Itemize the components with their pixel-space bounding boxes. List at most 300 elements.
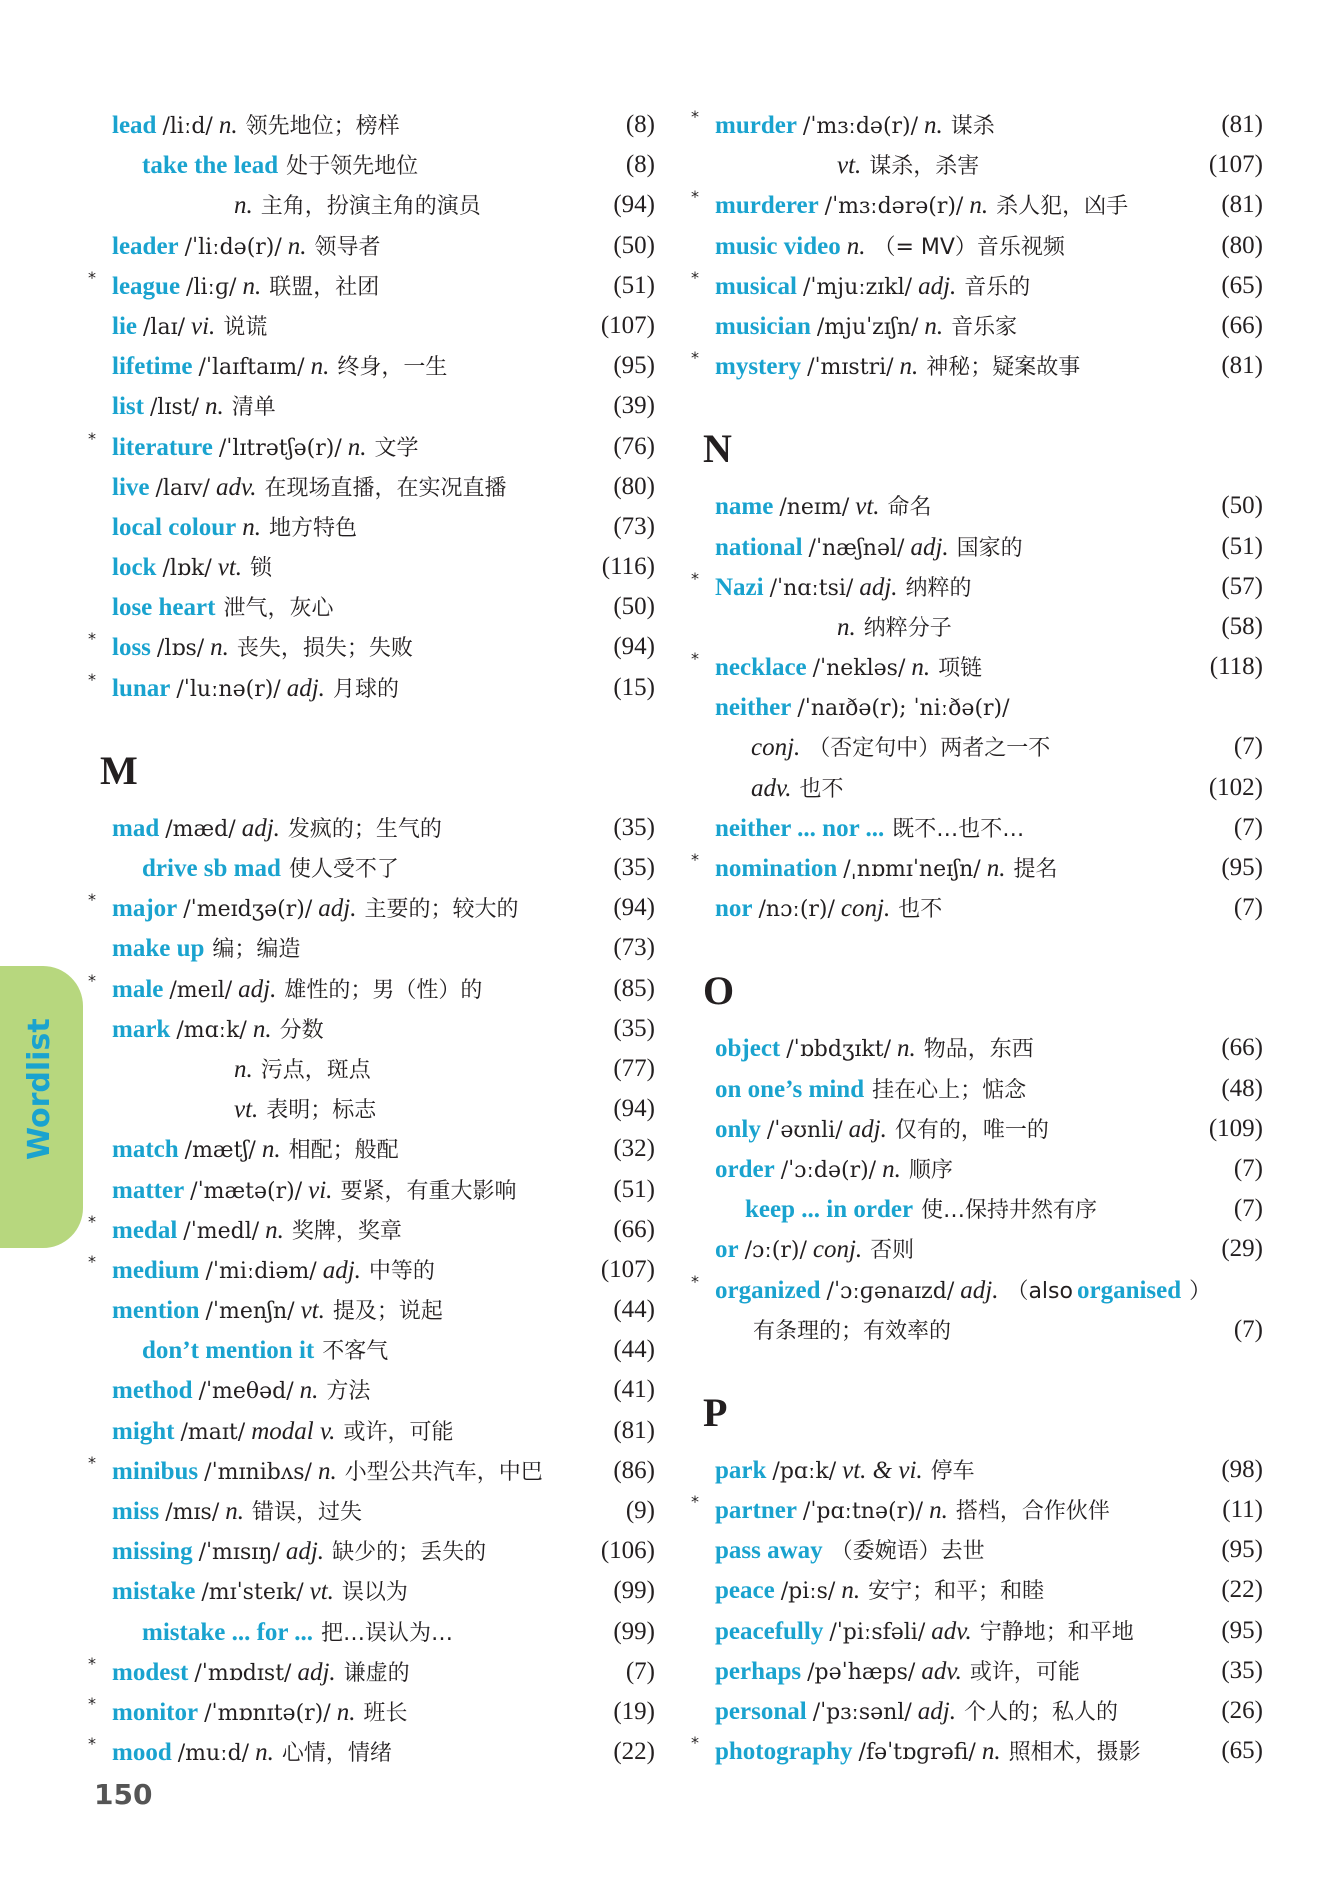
part-of-speech: n. xyxy=(225,1498,244,1525)
part-of-speech: adj. xyxy=(318,895,357,923)
section-gap xyxy=(703,1350,1263,1372)
definition: 误以为 xyxy=(341,1580,408,1606)
page-reference: (8) xyxy=(625,151,655,179)
pronunciation: /ˈmɪstri/ xyxy=(807,355,894,381)
part-of-speech: adj. xyxy=(322,1256,361,1284)
pronunciation: /neɪm/ xyxy=(779,495,850,521)
entry-text xyxy=(703,888,942,930)
frequency-star: * xyxy=(88,267,96,287)
page-reference: (50) xyxy=(613,231,655,259)
page-reference: (7) xyxy=(1233,733,1263,761)
page-reference: (80) xyxy=(613,472,655,500)
part-of-speech: adj. xyxy=(960,1276,999,1304)
wordlist-entry xyxy=(703,1691,1263,1731)
definition: 纳粹分子 xyxy=(863,615,952,641)
part-of-speech: n. xyxy=(252,1015,272,1043)
headword: order xyxy=(715,1155,775,1183)
wordlist-subentry xyxy=(703,1310,1263,1350)
pronunciation: /mæd/ xyxy=(165,816,236,842)
pronunciation: /liːd/ xyxy=(162,114,213,139)
entry-text xyxy=(100,226,381,268)
entry-text xyxy=(100,627,413,669)
headword: lose heart xyxy=(112,594,216,622)
page-reference: (106) xyxy=(600,1537,655,1565)
section-gap xyxy=(703,928,1263,950)
wordlist-entry xyxy=(100,1009,655,1049)
headword: national xyxy=(715,533,803,561)
wordlist-entry xyxy=(703,1570,1263,1610)
entry-text xyxy=(703,1149,953,1191)
part-of-speech: n. xyxy=(310,353,330,381)
page-reference: (81) xyxy=(1221,352,1263,380)
wordlist-subentry xyxy=(703,768,1263,808)
wordlist-column-right xyxy=(691,105,1263,1771)
page-reference: (7) xyxy=(1233,1195,1263,1223)
pronunciation: /ˌnɒmɪˈneɪʃn/ xyxy=(843,857,981,882)
definition: 或许，可能 xyxy=(343,1419,454,1445)
page-reference: (76) xyxy=(613,432,655,460)
headword: missing xyxy=(112,1538,193,1566)
part-of-speech: vi. xyxy=(308,1176,333,1204)
pronunciation: /maɪt/ xyxy=(180,1419,246,1445)
page-reference: (7) xyxy=(1233,1315,1263,1343)
frequency-star: * xyxy=(691,107,699,126)
pronunciation: /mætʃ/ xyxy=(184,1138,256,1164)
part-of-speech: n. xyxy=(218,112,238,139)
page-reference: (107) xyxy=(600,1255,655,1283)
headword: neither xyxy=(715,694,792,722)
entry-text xyxy=(100,969,482,1011)
headword: live xyxy=(112,473,150,501)
page-reference: (65) xyxy=(1221,1737,1263,1765)
entry-text xyxy=(703,1570,1044,1612)
headword: miss xyxy=(112,1498,160,1525)
page-reference: (8) xyxy=(625,111,655,138)
definition: 谦虚的 xyxy=(343,1660,410,1686)
entry-text xyxy=(703,848,1057,890)
entry-text xyxy=(100,1491,362,1533)
pronunciation: /ˈmedl/ xyxy=(183,1218,260,1244)
page-reference: (116) xyxy=(601,553,655,581)
pronunciation: /ˈmenʃn/ xyxy=(205,1299,295,1325)
wordlist-entry xyxy=(703,888,1263,928)
headword: make up xyxy=(112,935,205,963)
entry-text xyxy=(100,888,518,930)
wordlist-entry xyxy=(100,1129,655,1169)
page-reference: (19) xyxy=(613,1697,655,1725)
part-of-speech: conj. xyxy=(840,895,891,923)
definition: 仅有的，唯一的 xyxy=(894,1117,1049,1143)
entry-text xyxy=(100,1612,453,1654)
entry-text xyxy=(703,768,844,810)
page-reference: (77) xyxy=(613,1054,655,1082)
part-of-speech: n. xyxy=(882,1155,901,1183)
headword: local colour xyxy=(112,513,237,541)
headword: matter xyxy=(112,1176,185,1204)
headword: mystery xyxy=(715,353,802,381)
wordlist-entry xyxy=(691,848,1263,888)
pronunciation: /meɪl/ xyxy=(169,977,233,1003)
wordlist-subentry xyxy=(100,1330,655,1370)
headword: lock xyxy=(112,554,157,582)
wordlist-subentry xyxy=(100,1612,655,1652)
part-of-speech: n. xyxy=(837,613,856,641)
entry-text xyxy=(703,527,1023,569)
page-reference: (66) xyxy=(613,1215,655,1243)
page-reference: (95) xyxy=(1221,854,1263,881)
page-reference: (107) xyxy=(1208,151,1263,179)
part-of-speech: adj. xyxy=(918,272,957,300)
headword: Nazi xyxy=(715,573,764,601)
part-of-speech: adj. xyxy=(917,1698,956,1725)
definition: 宁静地；和平地 xyxy=(979,1619,1134,1645)
part-of-speech: modal v. xyxy=(251,1417,336,1445)
pronunciation: /ˈlaɪftaɪm/ xyxy=(198,355,305,381)
definition: 提名 xyxy=(1013,857,1058,882)
wordlist-entry xyxy=(100,587,655,627)
entry-text xyxy=(703,105,995,147)
entry-text xyxy=(100,668,399,710)
page-reference: (95) xyxy=(613,352,655,380)
pronunciation: /laɪ/ xyxy=(143,314,186,340)
headword: organized xyxy=(715,1276,821,1304)
part-of-speech: conj. xyxy=(812,1236,863,1264)
pronunciation: /nɔː(r)/ xyxy=(758,897,835,923)
pronunciation: /pəˈhæps/ xyxy=(807,1659,916,1685)
wordlist-entry xyxy=(100,1571,655,1611)
wordlist-entry xyxy=(703,1028,1263,1068)
page-reference: (99) xyxy=(613,1577,655,1605)
pronunciation: /ˈmeɪdʒə(r)/ xyxy=(183,897,313,923)
headword: musical xyxy=(715,272,797,300)
wordlist-entry xyxy=(703,486,1263,526)
definition: 否则 xyxy=(870,1238,915,1264)
wordlist-subentry xyxy=(100,848,655,888)
entry-text xyxy=(703,1109,1049,1151)
pronunciation: /laɪv/ xyxy=(155,475,210,501)
section-letter: O xyxy=(703,968,735,1014)
wordlist-entry xyxy=(703,1530,1263,1570)
frequency-star: * xyxy=(691,267,699,287)
page-reference: (44) xyxy=(613,1336,655,1364)
entry-text xyxy=(100,1692,407,1734)
part-of-speech: adj. xyxy=(238,975,277,1003)
definition: 主要的；较大的 xyxy=(364,897,519,923)
part-of-speech: vt. xyxy=(837,152,862,180)
part-of-speech: n. xyxy=(265,1216,284,1244)
headword: leader xyxy=(112,232,179,260)
part-of-speech: n. xyxy=(929,1497,948,1525)
page-reference: (98) xyxy=(1221,1455,1263,1483)
part-of-speech: n. xyxy=(924,112,943,139)
page-reference: (109) xyxy=(1208,1114,1263,1142)
part-of-speech: n. xyxy=(234,192,253,220)
page-reference: (94) xyxy=(613,633,655,661)
page-reference: (44) xyxy=(613,1296,655,1324)
definition: 说谎 xyxy=(223,314,268,340)
pronunciation: /liːɡ/ xyxy=(186,274,237,300)
definition: 发疯的；生气的 xyxy=(287,816,442,842)
frequency-star: * xyxy=(88,1211,96,1231)
entry-text xyxy=(100,1451,543,1493)
page-reference: (7) xyxy=(1233,1154,1263,1182)
entry-text xyxy=(703,1189,1097,1231)
definition: 处于领先地位 xyxy=(286,154,419,180)
headword: pass away xyxy=(715,1537,823,1565)
pronunciation: /lɒk/ xyxy=(162,556,212,582)
entry-text xyxy=(100,1009,324,1051)
headword: minibus xyxy=(112,1457,199,1485)
wordlist-side-tab-label: Wordlist xyxy=(22,1018,57,1160)
section-letter: P xyxy=(703,1389,728,1435)
headword: medium xyxy=(112,1256,200,1284)
wordlist-entry xyxy=(703,1450,1263,1490)
entry-text xyxy=(100,427,419,469)
page-reference: (57) xyxy=(1221,572,1263,600)
part-of-speech: vt. & vi. xyxy=(842,1456,923,1484)
definition: 谋杀，杀害 xyxy=(869,154,980,180)
page-reference: (9) xyxy=(625,1497,655,1524)
entry-text xyxy=(100,1089,376,1131)
definition: 丧失，损失；失败 xyxy=(236,636,413,662)
pronunciation: /ˈɒbdʒɪkt/ xyxy=(786,1037,891,1063)
headword: loss xyxy=(112,634,151,662)
entry-text xyxy=(703,1651,1080,1693)
page-reference: (81) xyxy=(1221,191,1263,219)
page-reference: (26) xyxy=(1221,1697,1263,1724)
page-reference: (81) xyxy=(1221,111,1263,138)
page-reference: (22) xyxy=(613,1738,655,1766)
pronunciation: /lɒs/ xyxy=(156,636,205,662)
headword: modest xyxy=(112,1658,189,1686)
wordlist-entry xyxy=(691,346,1263,386)
entry-text xyxy=(100,1049,371,1091)
frequency-star: * xyxy=(691,568,699,588)
definition: 搭档，合作伙伴 xyxy=(955,1499,1110,1525)
page-reference: (35) xyxy=(613,854,655,881)
entry-text xyxy=(100,1370,370,1412)
wordlist-entry xyxy=(88,1732,655,1772)
wordlist-entry xyxy=(691,105,1263,145)
definition: 有条理的；有效率的 xyxy=(753,1318,952,1344)
section-letter: M xyxy=(100,747,138,793)
entry-text xyxy=(703,687,1010,729)
part-of-speech: n. xyxy=(287,232,307,260)
entry-text xyxy=(100,145,418,187)
part-of-speech: conj. xyxy=(751,734,801,762)
wordlist-entry xyxy=(100,1170,655,1210)
headword: take the lead xyxy=(142,152,279,180)
part-of-speech: adv. xyxy=(751,774,792,802)
definition: 也不 xyxy=(799,776,844,802)
entry-text xyxy=(703,306,1017,348)
wordlist-subentry xyxy=(703,145,1263,185)
frequency-star: * xyxy=(88,970,96,990)
entry-text xyxy=(703,808,1024,850)
page-reference: (95) xyxy=(1221,1536,1263,1564)
wordlist-subentry xyxy=(100,1049,655,1089)
definition: 污点，斑点 xyxy=(260,1057,371,1083)
entry-text xyxy=(100,1571,408,1613)
page-reference: (50) xyxy=(613,593,655,621)
definition: 音乐家 xyxy=(951,314,1018,340)
pronunciation: /ˈmɪnibʌs/ xyxy=(204,1459,312,1485)
wordlist-entry xyxy=(691,1270,1263,1310)
entry-text xyxy=(703,1691,1118,1733)
section-gap xyxy=(703,386,1263,408)
pronunciation: /mɪs/ xyxy=(165,1500,220,1525)
definition: 奖牌，奖章 xyxy=(291,1218,402,1244)
headword: neither ... nor ... xyxy=(715,814,885,842)
page-reference: (22) xyxy=(1221,1576,1263,1604)
entry-text xyxy=(703,266,1030,308)
section-letter: N xyxy=(703,426,732,472)
definition: 或许，可能 xyxy=(969,1659,1080,1685)
part-of-speech: adj. xyxy=(859,573,898,601)
frequency-star: * xyxy=(691,187,699,207)
definition: 也不 xyxy=(898,897,943,923)
pronunciation: /ˈmɒnɪtə(r)/ xyxy=(204,1700,331,1726)
pronunciation: /ˈmɜːdə(r)/ xyxy=(802,114,919,139)
headword: male xyxy=(112,975,164,1003)
entry-text xyxy=(100,1330,388,1372)
wordlist-subentry xyxy=(100,1089,655,1129)
wordlist-entry xyxy=(88,668,655,708)
frequency-star: * xyxy=(88,428,96,448)
wordlist-entry xyxy=(88,1250,655,1290)
frequency-star: * xyxy=(88,669,96,689)
section-gap xyxy=(100,708,655,730)
entry-text xyxy=(100,1290,443,1332)
page-reference: (51) xyxy=(1221,532,1263,560)
part-of-speech: adv. xyxy=(931,1617,972,1645)
wordlist-entry xyxy=(100,1411,655,1451)
wordlist-entry xyxy=(100,507,655,547)
entry-text xyxy=(703,346,1080,388)
entry-text xyxy=(100,1732,392,1774)
definition: 物品，东西 xyxy=(923,1037,1034,1063)
page-reference: (7) xyxy=(1233,894,1263,922)
definition: 领导者 xyxy=(314,234,381,260)
part-of-speech: adj. xyxy=(910,533,949,561)
definition: 雄性的；男（性）的 xyxy=(284,977,483,1003)
page-reference: (107) xyxy=(600,311,655,339)
pronunciation: /ˈmætə(r)/ xyxy=(190,1178,303,1204)
headword: mention xyxy=(112,1297,200,1325)
definition: 提及；说起 xyxy=(332,1299,443,1325)
page-reference: (102) xyxy=(1208,773,1263,801)
wordlist-entry xyxy=(100,226,655,266)
definition: 命名 xyxy=(887,495,932,521)
entry-text xyxy=(703,1229,914,1271)
entry-text xyxy=(703,1310,951,1352)
wordlist-subentry xyxy=(703,1189,1263,1229)
entry-text xyxy=(703,486,932,528)
wordlist-entry xyxy=(703,226,1263,266)
page-reference: (39) xyxy=(613,392,655,420)
part-of-speech: n. xyxy=(234,1055,253,1083)
definition: 班长 xyxy=(363,1700,408,1726)
headword: lie xyxy=(112,312,137,340)
pronunciation: /lɪst/ xyxy=(149,395,199,421)
entry-text xyxy=(703,607,952,649)
pronunciation: /ˈpiːsfəli/ xyxy=(829,1619,926,1645)
wordlist-entry xyxy=(100,808,655,848)
definition: 顺序 xyxy=(908,1157,953,1183)
wordlist-column-left xyxy=(88,105,655,1772)
definition: 地方特色 xyxy=(269,515,358,541)
definition: 终身，一生 xyxy=(337,355,448,381)
part-of-speech: adj. xyxy=(297,1658,336,1686)
headword: nor xyxy=(715,895,753,923)
pronunciation: /muːd/ xyxy=(177,1741,250,1767)
entry-text xyxy=(703,1028,1034,1070)
headword: mistake ... for ... xyxy=(142,1618,314,1646)
pronunciation: /ˈəʊnli/ xyxy=(766,1117,843,1143)
wordlist-subentry xyxy=(703,607,1263,647)
headword: musician xyxy=(715,312,811,340)
headword: park xyxy=(715,1456,767,1484)
frequency-star: * xyxy=(691,1271,699,1291)
entry-text xyxy=(100,808,442,850)
frequency-star: * xyxy=(88,629,96,649)
part-of-speech: vi. xyxy=(191,312,216,340)
part-of-speech: adv. xyxy=(921,1657,962,1685)
part-of-speech: n. xyxy=(204,393,224,421)
headword: mood xyxy=(112,1739,172,1767)
pronunciation: /fəˈtɒɡrəfi/ xyxy=(858,1740,976,1766)
headword: mad xyxy=(112,814,160,842)
page-reference: (35) xyxy=(613,813,655,841)
wordlist-entry xyxy=(100,928,655,968)
wordlist-entry xyxy=(703,1109,1263,1149)
definition: 月球的 xyxy=(332,676,399,702)
wordlist-entry xyxy=(100,1370,655,1410)
entry-text xyxy=(100,587,333,629)
part-of-speech: n. xyxy=(899,353,919,381)
pronunciation: /ˈnɑːtsi/ xyxy=(769,575,854,601)
page-reference: (80) xyxy=(1221,231,1263,259)
pronunciation: /ɔː(r)/ xyxy=(744,1238,807,1264)
wordlist-entry xyxy=(691,266,1263,306)
part-of-speech: n. xyxy=(261,1136,281,1164)
entry-text xyxy=(703,1069,1026,1111)
pronunciation: /ˈliːdə(r)/ xyxy=(184,234,282,260)
part-of-speech: adj. xyxy=(241,814,280,842)
part-of-speech: adj. xyxy=(848,1115,887,1143)
headword: object xyxy=(715,1035,781,1063)
entry-text xyxy=(100,1210,402,1252)
headword: lifetime xyxy=(112,353,193,381)
headword: only xyxy=(715,1115,761,1143)
wordlist-entry xyxy=(691,567,1263,607)
definition: 相配；般配 xyxy=(288,1138,399,1164)
part-of-speech: n. xyxy=(841,1577,861,1605)
page-reference: (41) xyxy=(613,1376,655,1404)
definition: （否定句中）两者之一不 xyxy=(808,736,1051,762)
frequency-star: * xyxy=(691,1733,699,1753)
entry-text xyxy=(100,1129,399,1171)
definition: 编；编造 xyxy=(212,937,301,963)
frequency-star: * xyxy=(691,348,699,368)
page-reference: (66) xyxy=(1221,311,1263,339)
definition: 神秘；疑案故事 xyxy=(926,355,1081,381)
wordlist-entry xyxy=(88,266,655,306)
wordlist-entry xyxy=(100,547,655,587)
entry-text xyxy=(703,1270,1211,1312)
headword: murderer xyxy=(715,192,819,220)
entry-text xyxy=(100,105,400,147)
